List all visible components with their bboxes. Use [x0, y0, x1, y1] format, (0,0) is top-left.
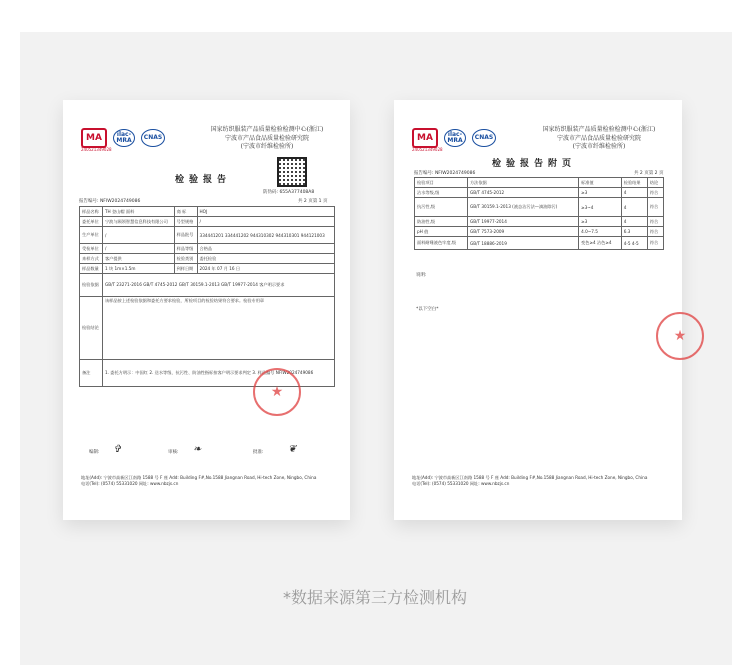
test-report-page — [63, 100, 350, 520]
end-marker: *以下空白* — [416, 307, 439, 312]
address-footer: 地址(Add): 宁波市高新区江南路 1588 号 F 座 Add: Building F#,No.1588 Jiangnan Road, Hi-tech Zone, Ningbo, China 电话(Tel): (0574) 55331020 网址: www.nbzjs.cn — [412, 475, 648, 487]
compiler-label: 编制: — [89, 450, 100, 455]
report-number: 报告编号: NFIW2024749086 — [414, 171, 476, 176]
ma-code: 240521349028 — [412, 147, 443, 152]
notes-label: 说明: — [416, 273, 427, 278]
test-report-appendix-page — [394, 100, 687, 520]
ilac-mra-logo: ilac-MRA — [113, 129, 135, 147]
certification-logos — [81, 128, 165, 148]
cnas-logo: CNAS — [141, 129, 165, 147]
report-number: 报告编号: NFIW2024749086 — [79, 199, 141, 204]
compiler-signature: ✞ — [113, 444, 122, 455]
appendix-table: 检验项目 方法依据 标准值 检验结果 结论 沾水等级,级 GB/T 4745-2012 ≥3 4 符合 抗污性,级 GB/T 30159.1-2013 (液态沾污法—滴油除污) ≥3~4 4 符合 防油性,级 GB/T 19977-2014 ≥3 4 符合 pH 值 GB/T 7573-2009 4.0~7.5 6.3 符合 面料耐唾液色牢度,级 GB/T 18886-2019 变色≥4 沾色≥4 4-5 4-5 符合 — [414, 177, 664, 250]
organization-name: 国家纺织服装产品质量检验检测中心(浙江) 宁波市产品食品质量检验研究院 (宁波市纤维检验所) — [542, 126, 656, 151]
approver-label: 批准: — [253, 450, 264, 455]
official-stamp: ★ — [253, 368, 301, 416]
caption: *数据来源第三方检测机构 — [282, 588, 467, 607]
ma-code: 240521349028 — [81, 147, 112, 152]
appendix-title: 检验报告附页 — [492, 159, 577, 169]
reviewer-signature: ❧ — [193, 444, 202, 455]
qr-code — [277, 157, 307, 187]
cnas-logo: CNAS — [472, 129, 496, 147]
official-stamp: ★ — [656, 312, 704, 360]
address-footer: 地址(Add): 宁波市高新区江南路 1588 号 F 座 Add: Building F#,No.1588 Jiangnan Road, Hi-tech Zone, Ningbo, China 电话(Tel): (0574) 55331020 网址: www.nbzjs.cn — [81, 475, 317, 487]
page-count: 共 2 页第 2 页 — [634, 171, 664, 176]
anti-fake-code: 防伪码: 655A377408A8 — [263, 190, 315, 195]
approver-signature: ❦ — [288, 444, 297, 455]
report-table: 样品名称 TH 登山帽 面料 商 标 HOJ 委托单位 宁波与顾领智慧信息科技有限公司 号型规格 / 生产单位 / 样品批号 334441201 334441202 944310302 944310301 944121003 受检单位 / 样品等级 合格品 来样方式 客户提供 检验类别 委托检验 样品数量 1 块 1m×1.5m 到样日期 2024 年 07 月 16 日 检验依据 GB/T 23271-2016 GB/T 4745-2012 GB/T 30159.1-2013 GB/T 19977-2014 客户明示要求 检验结论 该样品按上述检验依据和委托方要求检验，所检项目的检验结果符合要求。检验专用章 备注 1. 委托方明示：中国红 2. 送水等级、抗污性、防油性指标按客户明示要求判定 3. 样品编号 NFIW2024749086 — [79, 206, 335, 387]
organization-name: 国家纺织服装产品质量检验检测中心(浙江) 宁波市产品食品质量检验研究院 (宁波市纤维检验所) — [210, 126, 324, 151]
ilac-mra-logo: ilac-MRA — [444, 129, 466, 147]
ma-logo: MA — [412, 128, 438, 148]
page-count: 共 2 页第 1 页 — [298, 199, 328, 204]
certification-logos — [412, 128, 496, 148]
reviewer-label: 审核: — [168, 450, 179, 455]
report-title: 检验报告 — [175, 175, 232, 185]
ma-logo: MA — [81, 128, 107, 148]
